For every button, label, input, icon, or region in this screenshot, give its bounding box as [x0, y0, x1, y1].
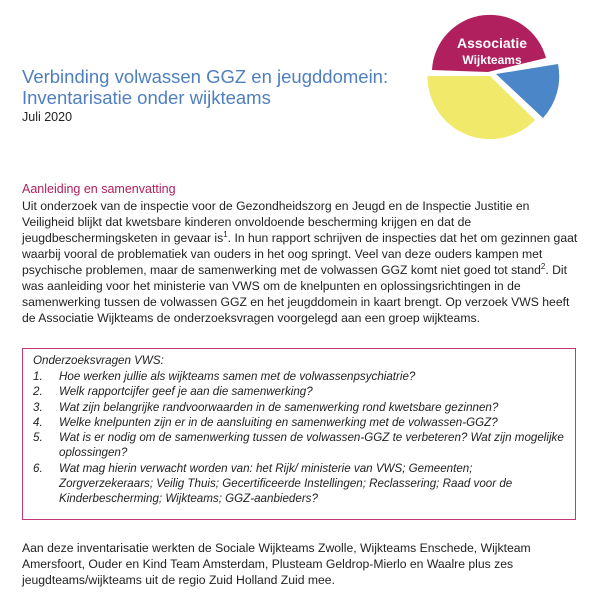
footnote-ref-2[interactable]: 2 [540, 261, 546, 271]
list-item [31, 400, 567, 415]
intro-text-part1: Uit onderzoek van de inspectie voor de Gezondheidszorg en Jeugd en de Inspectie Justitie en Veiligheid blijkt dat kwetsbare kinderen onvoldoende bescherming krijgen en dat de jeugdbeschermingsketen in gevaar is [22, 199, 530, 245]
list-item [31, 430, 567, 461]
title-line-1: Verbinding volwassen GGZ en jeugddomein: [22, 66, 389, 87]
list-item [31, 415, 567, 430]
question-number: 2. [33, 385, 43, 399]
publication-date: Juli 2020 [22, 110, 73, 124]
question-text: Welke knelpunten zijn er in de aansluiting en samenwerking met de volwassen-GGZ? [59, 415, 498, 429]
question-number: 4. [33, 415, 43, 429]
question-number: 1. [33, 370, 43, 383]
logo-text-line1: Associatie [456, 35, 528, 51]
associatie-wijkteams-logo [420, 6, 560, 146]
footnote-ref-1[interactable]: 1 [223, 229, 228, 239]
question-number: 6. [33, 461, 43, 475]
intro-text-part2: . In hun rapport schrijven de inspecties dat het om gezinnen gaat waarbij vooral de problematiek van ouders in het oog springt. Veel van deze ouders kampen met psychische problemen, maar de samenwerking met de volwassen GGZ komt niet goed tot stand [22, 231, 578, 277]
question-number: 5. [33, 431, 43, 445]
logo-text-line2: Wijkteams [462, 53, 522, 67]
research-questions-list [31, 369, 567, 507]
closing-paragraph: Aan deze inventarisatie werkten de Sociale Wijkteams Zwolle, Wijkteams Enschede, Wijkteam Amersfoort, Ouder en Kind Team Amsterdam, Plusteam Geldrop-Mierlo en Waalre plus zes jeugdteams/wijkteams uit de regio Zuid Holland Zuid mee. [22, 541, 531, 587]
title-line-2: Inventarisatie onder wijkteams [22, 87, 271, 108]
question-text: Hoe werken jullie als wijkteams samen met de volwassenpsychiatrie? [59, 370, 416, 383]
question-text: Wat zijn belangrijke randvoorwaarden in de samenwerking rond kwetsbare gezinnen? [59, 400, 499, 414]
list-item [31, 369, 567, 384]
intro-text-part3: . Dit was aanleiding voor het ministerie van VWS om de knelpunten en oplossingsrichtingen in de samenwerking tussen de volwassen GGZ en het jeugddomein in kaart brengt. Op verzoek VWS heeft de Associatie Wijkteams de onderzoeksvragen voorgelegd aan een groep wijkteams. [22, 263, 570, 325]
intro-paragraph [22, 198, 582, 326]
list-item [31, 461, 567, 507]
research-questions-title: Onderzoeksvragen VWS: [33, 354, 164, 367]
question-text: Wat is er nodig om de samenwerking tussen de volwassen-GGZ te verbeteren? Wat zijn mogelijke oplossingen? [59, 431, 564, 460]
question-text: Wat mag hierin verwacht worden van: het Rijk/ ministerie van VWS; Gemeenten; Zorgverzekeraars; Veilig Thuis; Gecertificeerde Instellingen; Reclassering; Raad voor de Kinderbescherming; Wijkteams; GGZ-aanbieders? [59, 461, 513, 506]
research-questions-box [22, 348, 576, 520]
question-text: Welk rapportcijfer geef je aan die samenwerking? [59, 385, 313, 399]
list-item [31, 384, 567, 399]
document-title [22, 66, 422, 108]
question-number: 3. [33, 400, 43, 414]
section-heading: Aanleiding en samenvatting [22, 182, 176, 196]
